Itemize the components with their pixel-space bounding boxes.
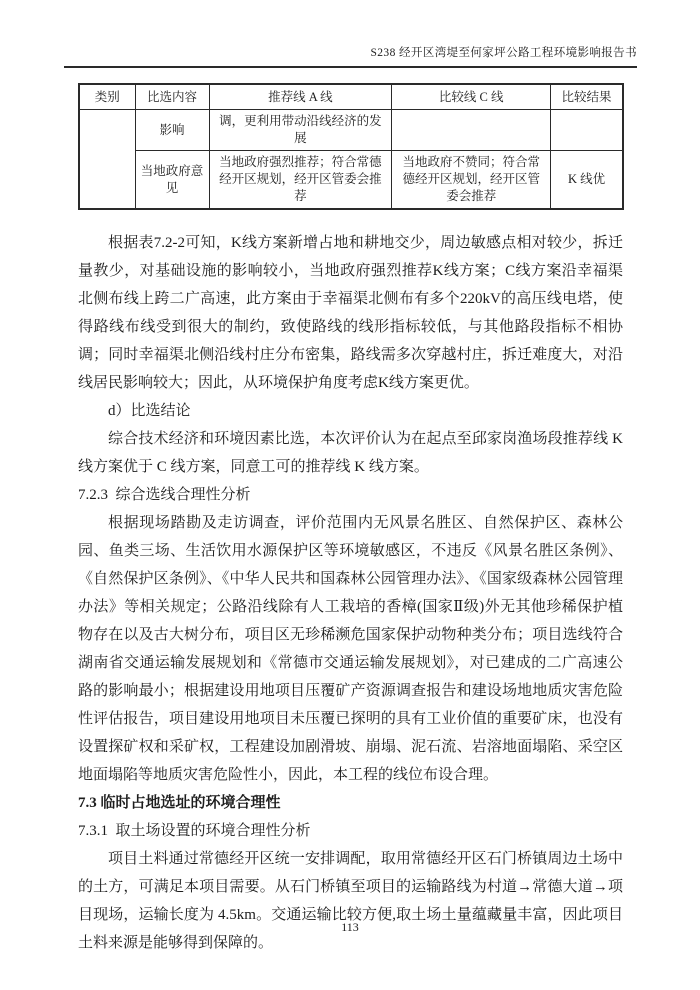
page-number: 113: [341, 920, 359, 934]
cell-line-c-impact: [392, 110, 551, 151]
cell-category: [79, 110, 135, 210]
page-footer: [0, 920, 700, 935]
cell-result-impact: [551, 110, 623, 151]
cell-line-a-government: 当地政府强烈推荐；符合常德经开区规划，经开区管委会推荐: [209, 151, 392, 210]
col-header-category: 类别: [79, 84, 135, 110]
table-header-row: [79, 84, 623, 110]
col-header-line-a: 推荐线 A 线: [209, 84, 392, 110]
table-row-impact: [79, 110, 623, 151]
paragraph-route-rationality: 根据现场踏勘及走访调查，评价范围内无风景名胜区、自然保护区、森林公园、鱼类三场、生活饮用水源保护区等环境敏感区，不违反《风景名胜区条例》、《自然保护区条例》、《中华人民共和国森林公园管理办法》、《国家级森林公园管理办法》等相关规定；公路沿线除有人工栽培的香樟(国家Ⅱ级)外无其他珍稀保护植物存在以及古大树分布，项目区无珍稀濒危国家保护动物种类分布；项目选线符合湖南省交通运输发展规划和《常德市交通运输发展规划》，对已建成的二广高速公路的影响最小；根据建设用地项目压覆矿产资源调查报告和建设场地地质灾害危险性评估报告，项目建设用地项目未压覆已探明的具有工业价值的重要矿床，也没有设置探矿权和采矿权，工程建设加剧滑坡、崩塌、泥石流、岩溶地面塌陷、采空区地面塌陷等地质灾害危险性小，因此，本工程的线位布设合理。: [78, 515, 623, 783]
document-body: [78, 229, 623, 957]
paragraph-borrow-site: 项目土料通过常德经开区统一安排调配，取用常德经开区石门桥镇周边土场中的土方，可满足本项目需要。从石门桥镇至项目的运输路线为村道→常德大道→项目现场，运输长度为 4.5km。交通运输比较方便,取土场土量蕴藏量丰富，因此项目土料来源是能够得到保障的。: [78, 851, 623, 951]
section-heading-7-3-1: 7.3.1 取土场设置的环境合理性分析: [78, 823, 311, 839]
cell-line-c-government: 当地政府不赞同；符合常德经开区规划，经开区管委会推荐: [392, 151, 551, 210]
page-header: [64, 46, 637, 68]
section-heading-7-2-3: 7.2.3 综合选线合理性分析: [78, 487, 251, 503]
table-row-government-opinion: [79, 151, 623, 210]
comparison-table: [78, 83, 624, 210]
list-heading-d-conclusion: d）比选结论: [108, 403, 191, 419]
cell-item-government: 当地政府意见: [135, 151, 209, 210]
comparison-table-wrapper: [78, 83, 624, 210]
col-header-compare-item: 比选内容: [135, 84, 209, 110]
col-header-line-c: 比较线 C 线: [392, 84, 551, 110]
cell-line-a-impact: 调，更利用带动沿线经济的发展: [209, 110, 392, 151]
running-header-title: S238 经开区湾堤至何家坪公路工程环境影响报告书: [370, 47, 637, 59]
paragraph-conclusion: 综合技术经济和环境因素比选，本次评价认为在起点至邱家岗渔场段推荐线 K 线方案优于 C 线方案，同意工可的推荐线 K 线方案。: [78, 431, 623, 475]
cell-result-government: K 线优: [551, 151, 623, 210]
col-header-result: 比较结果: [551, 84, 623, 110]
paragraph-comparison-analysis: 根据表7.2-2可知，K线方案新增占地和耕地交少，周边敏感点相对较少，拆迁量教少，对基础设施的影响较小，当地政府强烈推荐K线方案；C线方案沿幸福渠北侧布线上跨二广高速，此方案由于幸福渠北侧布有多个220kV的高压线电塔，使得路线布线受到很大的制约，致使路线的线形指标较低，与其他路段指标不相协调；同时幸福渠北侧沿线村庄分布密集，路线需多次穿越村庄，拆迁难度大，对沿线居民影响较大；因此，从环境保护角度考虑K线方案更优。: [78, 235, 623, 391]
cell-item-impact: 影响: [135, 110, 209, 151]
section-heading-7-3: 7.3 临时占地选址的环境合理性: [78, 795, 281, 811]
